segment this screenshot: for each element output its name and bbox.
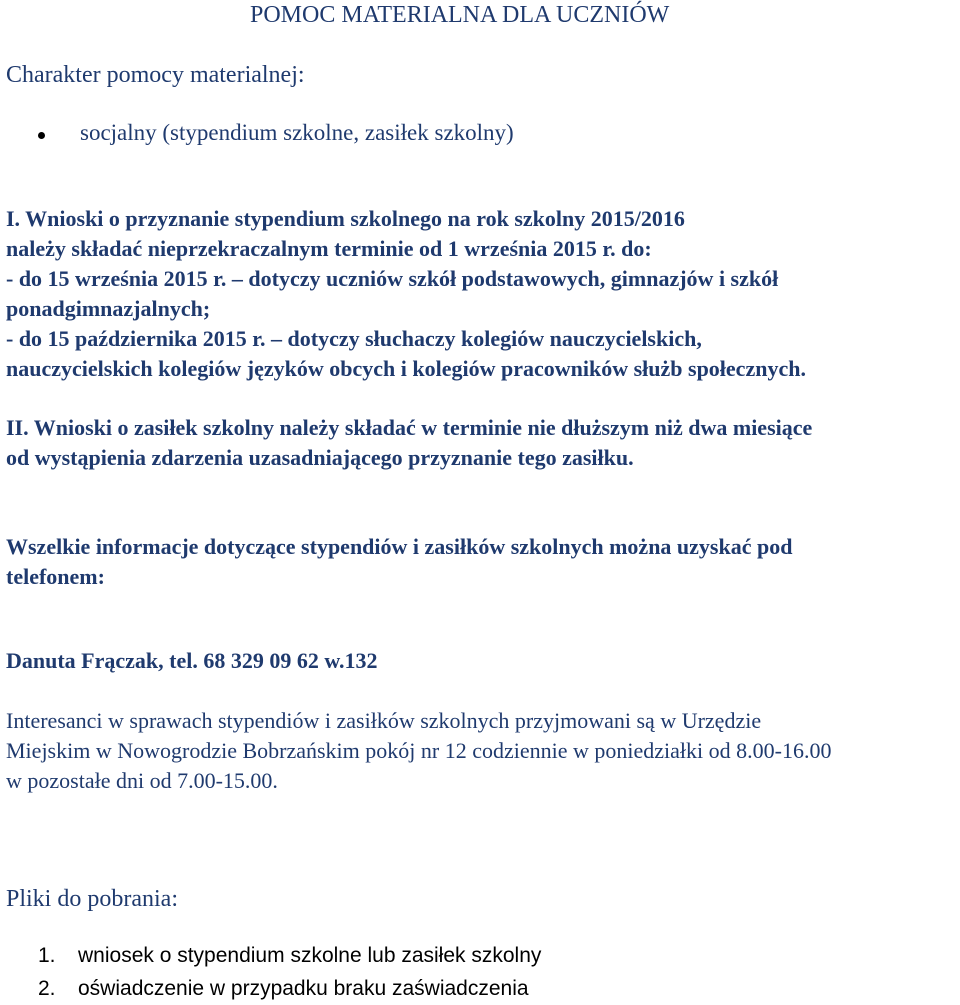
- section-1-line: należy składać nieprzekraczalnym terminie od 1 września 2015 r. do:: [6, 236, 652, 261]
- section-1-line: ponadgimnazjalnych;: [6, 296, 211, 321]
- file-label: wniosek o stypendium szkolne lub zasiłek szkolny: [78, 944, 542, 967]
- office-paragraph: [6, 706, 831, 796]
- section-1-line: - do 15 września 2015 r. – dotyczy uczniów szkół podstawowych, gimnazjów i szkół: [6, 266, 779, 291]
- file-link-1[interactable]: [38, 944, 541, 968]
- office-line: Miejskim w Nowogrodzie Bobrzańskim pokój nr 12 codziennie w poniedziałki od 8.00-16.00: [6, 738, 832, 763]
- bullet-icon: [38, 132, 45, 139]
- section-2-line: od wystąpienia zdarzenia uzasadniającego przyznanie tego zasiłku.: [6, 445, 634, 470]
- section-2: [6, 413, 812, 473]
- info-paragraph: [6, 532, 792, 592]
- office-line: Interesanci w sprawach stypendiów i zasiłków szkolnych przyjmowani są w Urzędzie: [6, 708, 762, 733]
- file-label: oświadczenie w przypadku braku zaświadczenia: [78, 977, 529, 1000]
- character-heading: Charakter pomocy materialnej:: [6, 62, 305, 88]
- page-title: POMOC MATERIALNA DLA UCZNIÓW: [250, 2, 670, 28]
- file-link-2[interactable]: [38, 977, 529, 1001]
- section-1-line: nauczycielskich kolegiów języków obcych i kolegiów pracowników służb społecznych.: [6, 356, 806, 381]
- office-line: w pozostałe dni od 7.00-15.00.: [6, 768, 278, 793]
- section-1: [6, 204, 806, 384]
- file-number: 1.: [38, 944, 56, 967]
- section-1-line: - do 15 października 2015 r. – dotyczy słuchaczy kolegiów nauczycielskich,: [6, 326, 702, 351]
- info-line: Wszelkie informacje dotyczące stypendiów i zasiłków szkolnych można uzyskać pod: [6, 534, 793, 559]
- info-line: telefonem:: [6, 564, 105, 589]
- file-number: 2.: [38, 977, 56, 1000]
- section-1-line: I. Wnioski o przyznanie stypendium szkolnego na rok szkolny 2015/2016: [6, 206, 685, 231]
- section-2-line: II. Wnioski o zasiłek szkolny należy składać w terminie nie dłuższym niż dwa miesiące: [6, 415, 813, 440]
- bullet-item: socjalny (stypendium szkolne, zasiłek szkolny): [80, 120, 514, 145]
- files-heading: Pliki do pobrania:: [6, 886, 178, 912]
- contact-line: Danuta Frączak, tel. 68 329 09 62 w.132: [6, 648, 378, 673]
